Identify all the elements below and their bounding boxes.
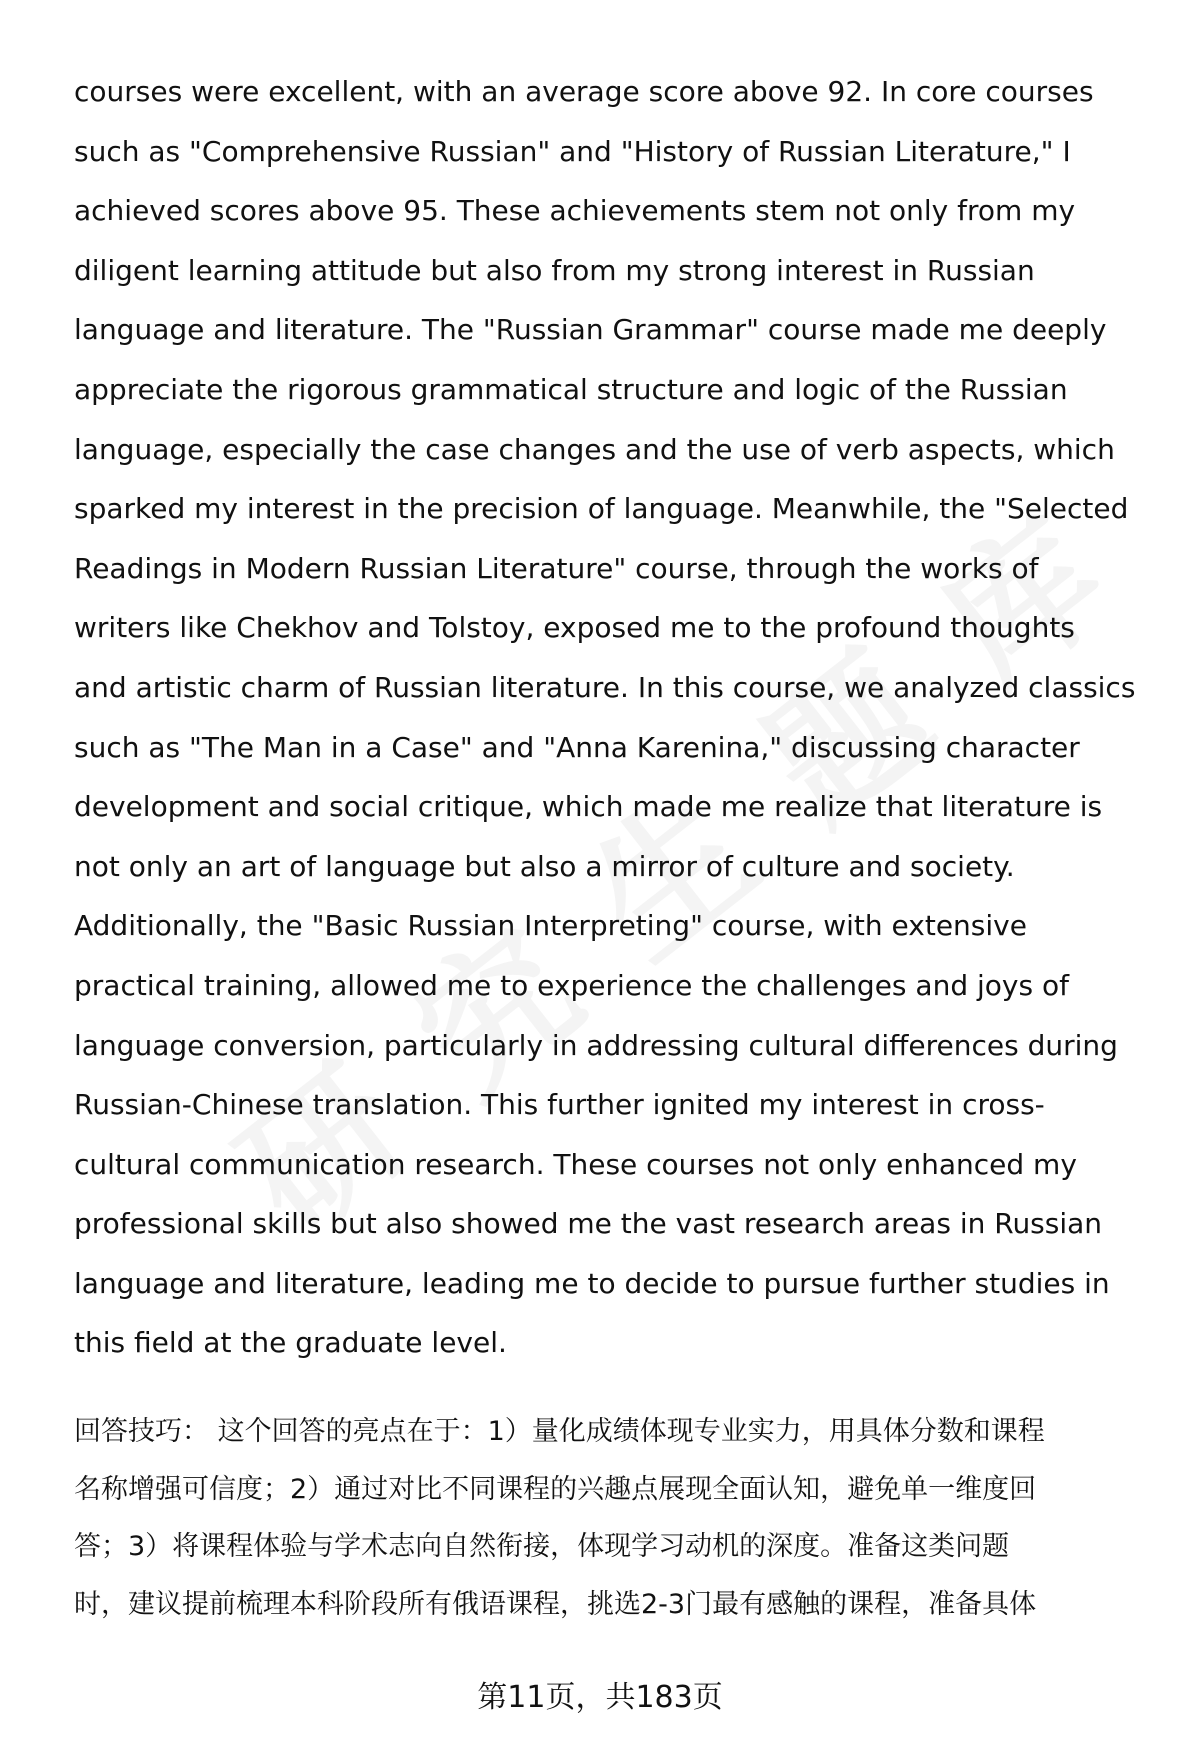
text-line: such as "Comprehensive Russian" and "History of Russian Literature," I <box>74 134 1071 168</box>
text-line: appreciate the rigorous grammatical structure and logic of the Russian <box>74 372 1068 406</box>
text-line: such as "The Man in a Case" and "Anna Karenina," discussing character <box>74 730 1080 764</box>
text-line: Readings in Modern Russian Literature" course, through the works of <box>74 551 1039 585</box>
text-line: development and social critique, which made me realize that literature is <box>74 790 1103 824</box>
text-line: Russian-Chinese translation. This further ignited my interest in cross- <box>74 1088 1045 1122</box>
text-line: language and literature. The "Russian Grammar" course made me deeply <box>74 313 1107 347</box>
text-line: language and literature, leading me to decide to pursue further studies in <box>74 1266 1110 1300</box>
text-line: language conversion, particularly in addressing cultural differences during <box>74 1028 1118 1062</box>
text-line: sparked my interest in the precision of language. Meanwhile, the "Selected <box>74 492 1129 526</box>
text-line: and artistic charm of Russian literature. In this course, we analyzed classics <box>74 670 1136 704</box>
text-line: writers like Chekhov and Tolstoy, exposed me to the profound thoughts <box>74 611 1075 645</box>
tips-line: 答；3）将课程体验与学术志向自然衔接，体现学习动机的深度。准备这类问题 <box>74 1531 1010 1562</box>
text-line: courses were excellent, with an average score above 92. In core courses <box>74 75 1094 108</box>
english-answer-text <box>74 62 1154 1373</box>
text-line: not only an art of language but also a mirror of culture and society. <box>74 849 1015 883</box>
text-line: this field at the graduate level. <box>74 1326 507 1360</box>
text-line: practical training, allowed me to experience the challenges and joys of <box>74 968 1069 1002</box>
tips-line: 回答技巧： 这个回答的亮点在于：1）量化成绩体现专业实力，用具体分数和课程 <box>74 1416 1045 1447</box>
answer-tips-text <box>74 1403 1154 1633</box>
text-line: professional skills but also showed me the vast research areas in Russian <box>74 1207 1103 1241</box>
text-line: achieved scores above 95. These achievements stem not only from my <box>74 194 1076 228</box>
text-line: diligent learning attitude but also from my strong interest in Russian <box>74 253 1035 287</box>
tips-line: 名称增强可信度；2）通过对比不同课程的兴趣点展现全面认知，避免单一维度回 <box>74 1473 1037 1505</box>
text-line: Additionally, the "Basic Russian Interpreting" course, with extensive <box>74 909 1027 943</box>
text-line: cultural communication research. These courses not only enhanced my <box>74 1147 1077 1181</box>
text-line: language, especially the case changes and the use of verb aspects, which <box>74 432 1115 466</box>
tips-line: 时，建议提前梳理本科阶段所有俄语课程，挑选2-3门最有感触的课程，准备具体 <box>74 1588 1037 1620</box>
page-number: 第11页，共183页 <box>477 1680 723 1715</box>
